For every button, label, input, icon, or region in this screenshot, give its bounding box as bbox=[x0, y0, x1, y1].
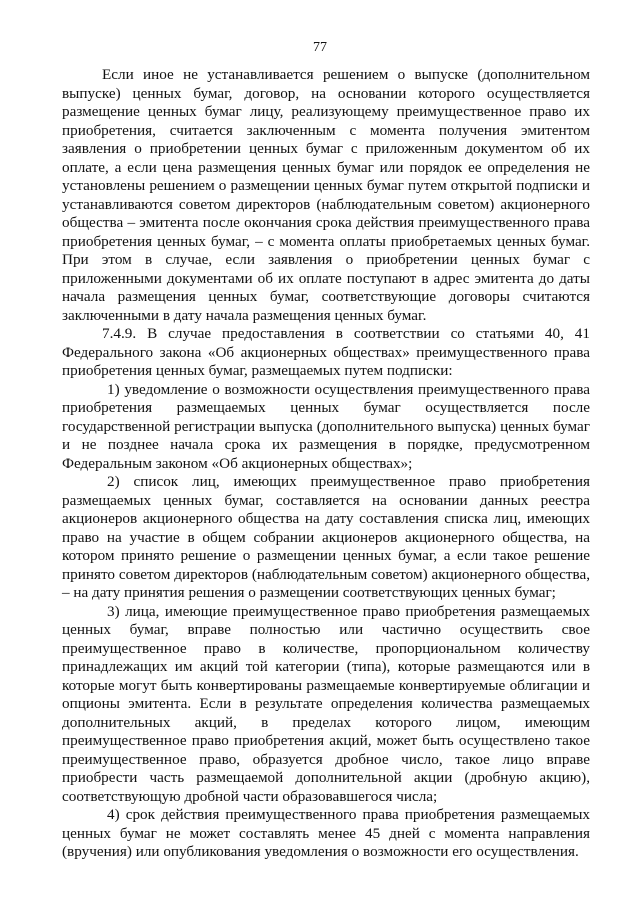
list-item-1-notification: 1) уведомление о возможности осуществления преимущественного права приобретения размещаемых ценных бумаг осуществляется после государственной регистрации выпуска (дополнительного выпуска) ценных бумаг и не позднее начала срока их размещения в порядке, предусмотренном Федеральным законом «Об акционерных обществах»; bbox=[62, 380, 590, 472]
paragraph-section-7-4-9: 7.4.9. В случае предоставления в соответствии со статьями 40, 41 Федерального закона «Об акционерных обществах» преимущественного права приобретения ценных бумаг, размещаемых путем подписки: bbox=[62, 325, 590, 379]
list-item-4-right-duration: 4) срок действия преимущественного права приобретения размещаемых ценных бумаг не может составлять менее 45 дней с момента направления (вручения) или опубликования уведомления о возможности его осуществления. bbox=[62, 806, 590, 860]
page-number: 77 bbox=[313, 40, 327, 55]
paragraph-contract-conclusion: Если иное не устанавливается решением о выпуске (дополнительном выпуске) ценных бумаг, договор, на основании которого осуществляется размещение ценных бумаг лицу, реализующему преимущественное право их приобретения, считается заключенным с момента получения эмитентом заявления о приобретении ценных бумаг с приложенным документом об их оплате, а если цена размещения ценных бумаг или порядок ее определения не установлены решением о размещении ценных бумаг путем открытой подписки и устанавливаются советом директоров (наблюдательным советом) акционерного общества – эмитента после окончания срока действия преимущественного права приобретения ценных бумаг, – с момента оплаты приобретаемых ценных бумаг. При этом в случае, если заявления о приобретении ценных бумаг с приложенными документами об их оплате поступают в адрес эмитента до даты начала размещения ценных бумаг, соответствующие договоры считаются заключенными в дату начала размещения ценных бумаг. bbox=[62, 66, 590, 324]
list-item-2-shareholder-list: 2) список лиц, имеющих преимущественное право приобретения размещаемых ценных бумаг, составляется на основании данных реестра акционеров акционерного общества на дату составления списка лиц, имеющих право на участие в общем собрании акционеров акционерного общества, на котором принято решение о размещении ценных бумаг, а если такое решение принято советом директоров (наблюдательным советом) акционерного общества, – на дату принятия решения о размещении соответствующих ценных бумаг; bbox=[62, 473, 590, 601]
document-body bbox=[62, 66, 590, 862]
list-item-3-proportional-right: 3) лица, имеющие преимущественное право приобретения размещаемых ценных бумаг, вправе полностью или частично осуществить свое преимущественное право в количестве, пропорциональном количеству принадлежащих им акций той категории (типа), которые размещаются или в которые могут быть конвертированы размещаемые конвертируемые облигации и опционы эмитента. Если в результате определения количества размещаемых дополнительных акций, в пределах которого лицом, имеющим преимущественное право приобретения акций, может быть осуществлено такое преимущественное право, образуется дробное число, такое лицо вправе приобрести часть размещаемой дополнительной акции (дробную акцию), соответствующую дробной части образовавшегося числа; bbox=[62, 602, 590, 805]
